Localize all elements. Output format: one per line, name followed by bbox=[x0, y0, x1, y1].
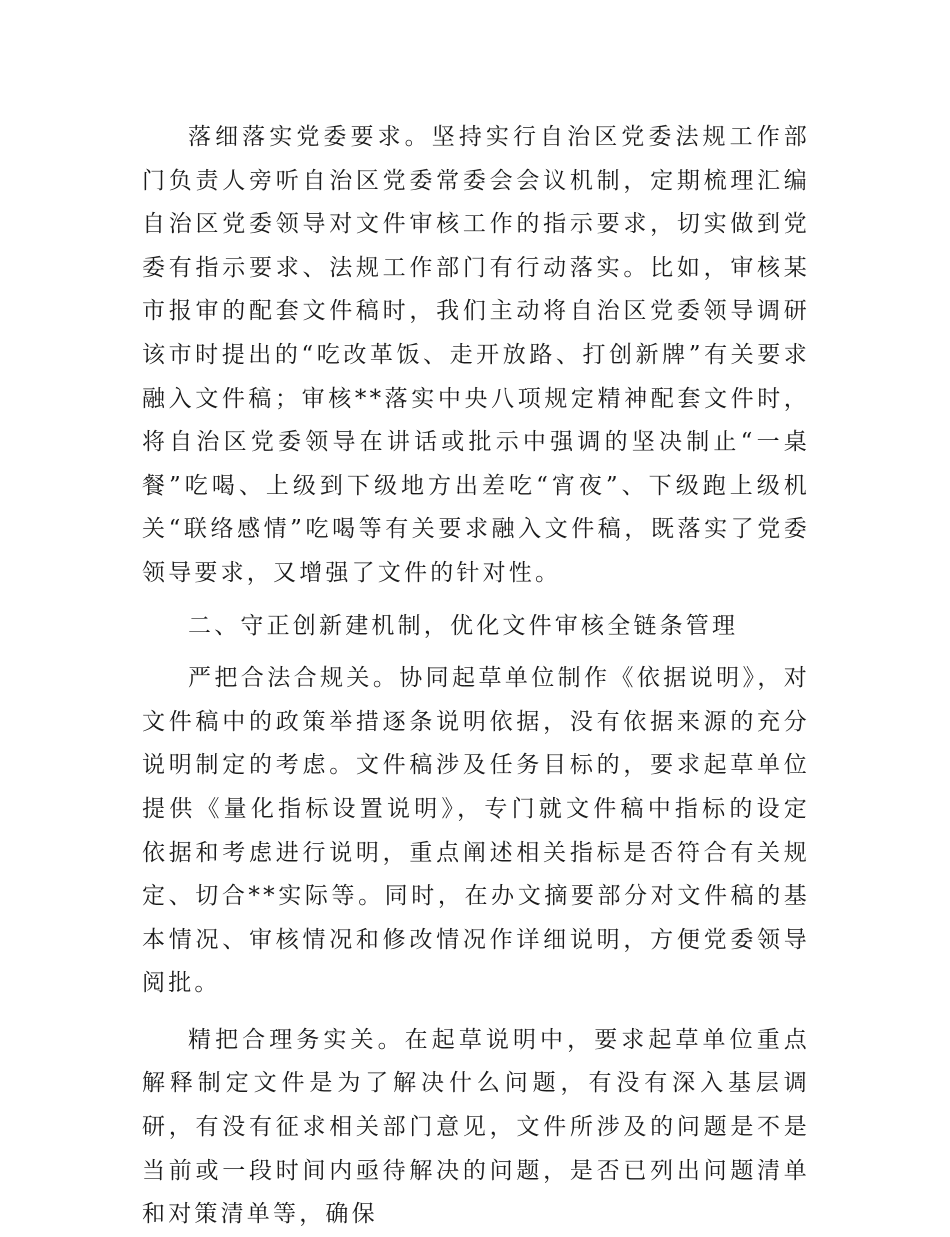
paragraph-practicality: 精把合理务实关。在起草说明中，要求起草单位重点解释制定文件是为了解决什么问题，有没有深入基层调研，有没有征求相关部门意见，文件所涉及的问题是不是当前或一段时间内亟待解决的问题，是否已列出问题清单和对策清单等，确保 bbox=[142, 1026, 810, 1228]
paragraph-legal-compliance: 严把合法合规关。协同起草单位制作《依据说明》，对文件稿中的政策举措逐条说明依据，没有依据来源的充分说明制定的考虑。文件稿涉及任务目标的，要求起草单位提供《量化指标设置说明》，专门就文件稿中指标的设定依据和考虑进行说明，重点阐述相关指标是否符合有关规定、切合**实际等。同时，在办文摘要部分对文件稿的基本情况、审核情况和修改情况作详细说明，方便党委领导阅批。 bbox=[142, 665, 810, 997]
document-body bbox=[142, 116, 810, 1237]
section-heading-2: 二、守正创新建机制，优化文件审核全链条管理 bbox=[188, 612, 739, 639]
paragraph-party-requirements: 落细落实党委要求。坚持实行自治区党委法规工作部门负责人旁听自治区党委常委会会议机制，定期梳理汇编自治区党委领导对文件审核工作的指示要求，切实做到党委有指示要求、法规工作部门有行动落实。比如，审核某市报审的配套文件稿时，我们主动将自治区党委领导调研该市时提出的“吃改革饭、走开放路、打创新牌”有关要求融入文件稿；审核**落实中央八项规定精神配套文件时，将自治区党委领导在讲话或批示中强调的坚决制止“一桌餐”吃喝、上级到下级地方出差吃“宵夜”、下级跑上级机关“联络感情”吃喝等有关要求融入文件稿，既落实了党委领导要求，又增强了文件的针对性。 bbox=[142, 124, 810, 586]
